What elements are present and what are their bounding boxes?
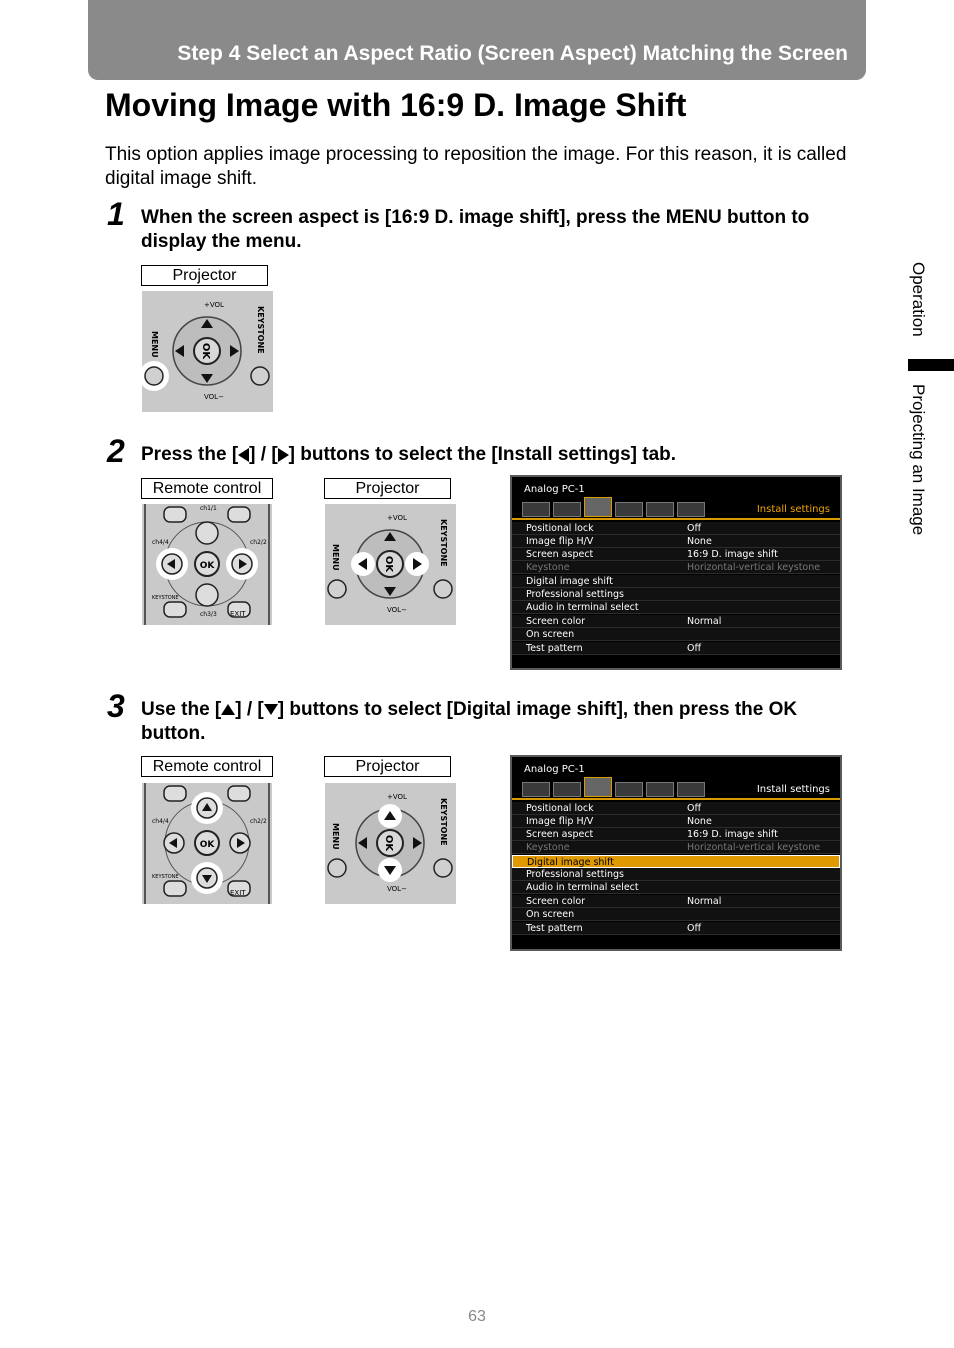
menu-row[interactable]: Screen aspect 16:9 D. image shift — [512, 828, 840, 841]
step-text: Use the [ ] / [ ] buttons to select [Digital image shift], then press the OK button. — [141, 699, 798, 744]
exit-label: EXIT — [230, 889, 246, 897]
step-number: 1 — [107, 196, 125, 232]
menu-source: Analog PC-1 — [524, 764, 585, 775]
ok-label: OK — [383, 834, 394, 852]
menu-row[interactable]: Professional settings — [512, 588, 840, 601]
menu-tab-install[interactable] — [584, 497, 612, 517]
menu-tab-image[interactable] — [522, 502, 550, 517]
step-number: 3 — [107, 688, 125, 724]
menu-row[interactable]: Professional settings — [512, 868, 840, 881]
menu-tab-system[interactable] — [615, 782, 643, 797]
chapter-title: Step 4 Select an Aspect Ratio (Screen Aspect) Matching the Screen — [177, 42, 848, 65]
menu-tab-info[interactable] — [677, 502, 705, 517]
menu-row[interactable]: Test pattern Off — [512, 642, 840, 655]
remote-control-label: Remote control — [141, 478, 273, 499]
ch3-label: ch3/3 — [200, 611, 217, 618]
menu-row-selected[interactable]: Digital image shift — [512, 855, 840, 868]
side-subsection-label: Projecting an Image — [909, 384, 928, 536]
chapter-header — [88, 0, 866, 80]
menu-row[interactable]: Screen aspect 16:9 D. image shift — [512, 548, 840, 561]
menu-label: MENU — [331, 544, 340, 571]
page-number: 63 — [468, 1308, 486, 1325]
osd-menu-screen — [510, 755, 842, 951]
menu-row[interactable]: Test pattern Off — [512, 922, 840, 935]
menu-tab-network[interactable] — [646, 502, 674, 517]
ch1-label: ch1/1 — [200, 505, 217, 512]
page-title: Moving Image with 16:9 D. Image Shift — [105, 87, 687, 123]
menu-row[interactable]: Audio in terminal select — [512, 601, 840, 614]
ok-label: OK — [199, 561, 215, 571]
menu-row[interactable]: Screen color Normal — [512, 895, 840, 908]
vol-minus-label: VOL− — [387, 885, 407, 893]
menu-label: MENU — [150, 331, 159, 358]
ok-label: OK — [200, 342, 211, 360]
menu-label: MENU — [331, 823, 340, 850]
vol-minus-label: VOL− — [387, 606, 407, 614]
menu-tabs — [522, 502, 705, 518]
menu-tab-install[interactable] — [584, 777, 612, 797]
exit-label: EXIT — [230, 610, 246, 618]
vol-plus-label: +VOL — [387, 514, 407, 522]
keystone-label: KEYSTONE — [439, 798, 448, 846]
projector-label: Projector — [141, 265, 268, 286]
projector-label: Projector — [324, 478, 451, 499]
menu-row[interactable]: Positional lock Off — [512, 802, 840, 815]
left-arrow-icon — [238, 448, 249, 462]
projector-label: Projector — [324, 756, 451, 777]
intro-paragraph: This option applies image processing to reposition the image. For this reason, it is called digital image shift. — [105, 144, 847, 189]
ch2-label: ch2/2 — [250, 539, 267, 546]
menu-tab-network[interactable] — [646, 782, 674, 797]
menu-row[interactable]: Digital image shift — [512, 575, 840, 588]
keystone-label: KEYSTONE — [256, 306, 265, 354]
projector-panel-image — [325, 783, 456, 904]
keystone-small-label: KEYSTONE — [152, 595, 179, 601]
menu-row: Keystone Horizontal-vertical keystone — [512, 561, 840, 574]
side-section-label: Operation — [909, 262, 928, 337]
menu-tab-title: Install settings — [756, 504, 830, 515]
ok-label: OK — [383, 555, 394, 573]
menu-tab-picture[interactable] — [553, 782, 581, 797]
side-section-marker — [908, 359, 954, 371]
vol-plus-label: +VOL — [204, 301, 224, 309]
menu-row: Keystone Horizontal-vertical keystone — [512, 841, 840, 854]
menu-source: Analog PC-1 — [524, 484, 585, 495]
remote-control-image — [142, 783, 272, 904]
keystone-small-label: KEYSTONE — [152, 874, 179, 880]
osd-menu-screen — [510, 475, 842, 670]
menu-tab-system[interactable] — [615, 502, 643, 517]
up-arrow-icon — [221, 704, 235, 715]
projector-panel-image — [142, 291, 273, 412]
menu-row[interactable]: Positional lock Off — [512, 522, 840, 535]
menu-tab-info[interactable] — [677, 782, 705, 797]
menu-row[interactable]: Image flip H/V None — [512, 535, 840, 548]
step-text: Press the [ ] / [ ] buttons to select the [Install settings] tab. — [141, 444, 677, 465]
remote-control-label: Remote control — [141, 756, 273, 777]
menu-row[interactable]: Screen color Normal — [512, 615, 840, 628]
down-arrow-icon — [264, 704, 278, 715]
menu-tabs — [522, 782, 705, 798]
right-arrow-icon — [278, 448, 289, 462]
keystone-label: KEYSTONE — [439, 519, 448, 567]
remote-control-image — [142, 504, 272, 625]
step-text: When the screen aspect is [16:9 D. image shift], press the MENU button to display the menu. — [141, 207, 810, 252]
ch4-label: ch4/4 — [152, 539, 169, 546]
ch2-label: ch2/2 — [250, 818, 267, 825]
menu-row[interactable]: Image flip H/V None — [512, 815, 840, 828]
ok-label: OK — [199, 840, 215, 850]
menu-tab-title: Install settings — [756, 784, 830, 795]
menu-row[interactable]: Audio in terminal select — [512, 881, 840, 894]
vol-minus-label: VOL− — [204, 393, 224, 401]
step-number: 2 — [107, 433, 125, 469]
menu-tab-picture[interactable] — [553, 502, 581, 517]
menu-tab-image[interactable] — [522, 782, 550, 797]
vol-plus-label: +VOL — [387, 793, 407, 801]
projector-panel-image — [325, 504, 456, 625]
menu-row[interactable]: On screen — [512, 908, 840, 921]
menu-row[interactable]: On screen — [512, 628, 840, 641]
ch4-label: ch4/4 — [152, 818, 169, 825]
